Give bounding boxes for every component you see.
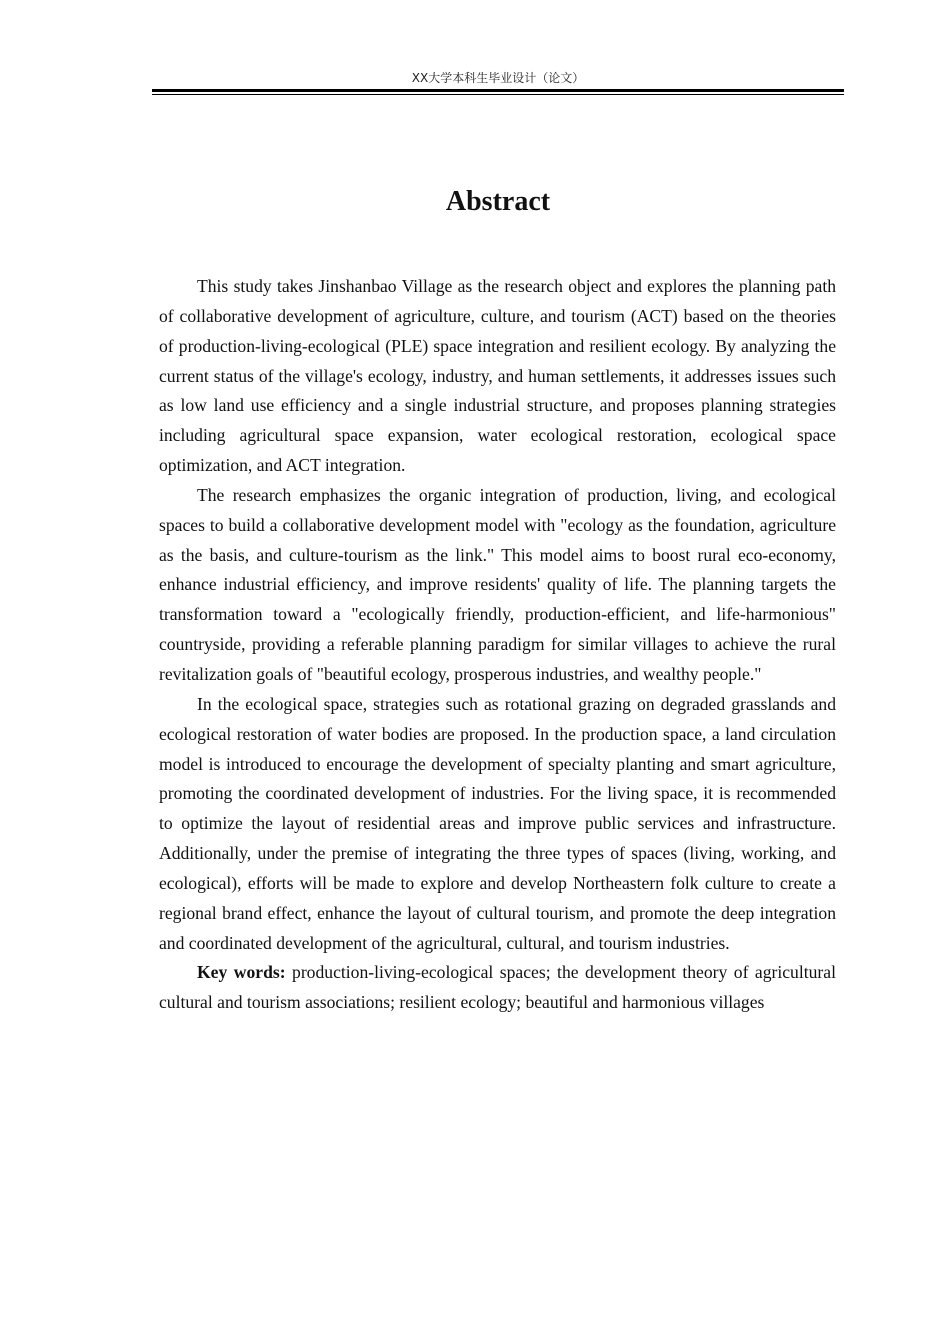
abstract-paragraph-1: This study takes Jinshanbao Village as the research object and explores the planning path of collaborative development of agriculture, culture, and tourism (ACT) based on the theories of production-living-ecological (PLE) space integration and resilient ecology. By analyzing the current status of the village's ecology, industry, and human settlements, it addresses issues such as low land use efficiency and a single industrial structure, and proposes planning strategies including agricultural space expansion, water ecological restoration, ecological space optimization, and ACT integration.: [159, 276, 836, 476]
keywords: [159, 958, 836, 1018]
keywords-text: production-living-ecological spaces; the development theory of agricultural cultural and tourism associations; resilient ecology; beautiful and harmonious villages: [159, 962, 836, 1013]
abstract-body: [159, 272, 836, 1018]
running-header: XX大学本科生毕业设计（论文）: [411, 71, 585, 85]
header-rule-thick: [152, 89, 844, 92]
page-title: Abstract: [445, 186, 551, 217]
abstract-paragraph-2: The research emphasizes the organic integration of production, living, and ecological spaces to build a collaborative development model with "ecology as the foundation, agriculture as the basis, and culture-tourism as the link." This model aims to boost rural eco-economy, enhance industrial efficiency, and improve residents' quality of life. The planning targets the transformation toward a "ecologically friendly, production-efficient, and life-harmonious" countryside, providing a referable planning paradigm for similar villages to achieve the rural revitalization goals of "beautiful ecology, prosperous industries, and wealthy people.": [159, 484, 836, 684]
keywords-label: Key words:: [197, 962, 286, 983]
abstract-paragraph-3: In the ecological space, strategies such as rotational grazing on degraded grasslands and ecological restoration of water bodies are proposed. In the production space, a land circulation model is introduced to encourage the development of specialty planting and smart agriculture, promoting the coordinated development of industries. For the living space, it is recommended to optimize the layout of residential areas and improve public services and infrastructure. Additionally, under the premise of integrating the three types of spaces (living, working, and ecological), efforts will be made to explore and develop Northeastern folk culture to create a regional brand effect, enhance the layout of cultural tourism, and promote the deep integration and coordinated development of the agricultural, cultural, and tourism industries.: [159, 693, 836, 953]
header-rule-thin: [152, 94, 844, 95]
